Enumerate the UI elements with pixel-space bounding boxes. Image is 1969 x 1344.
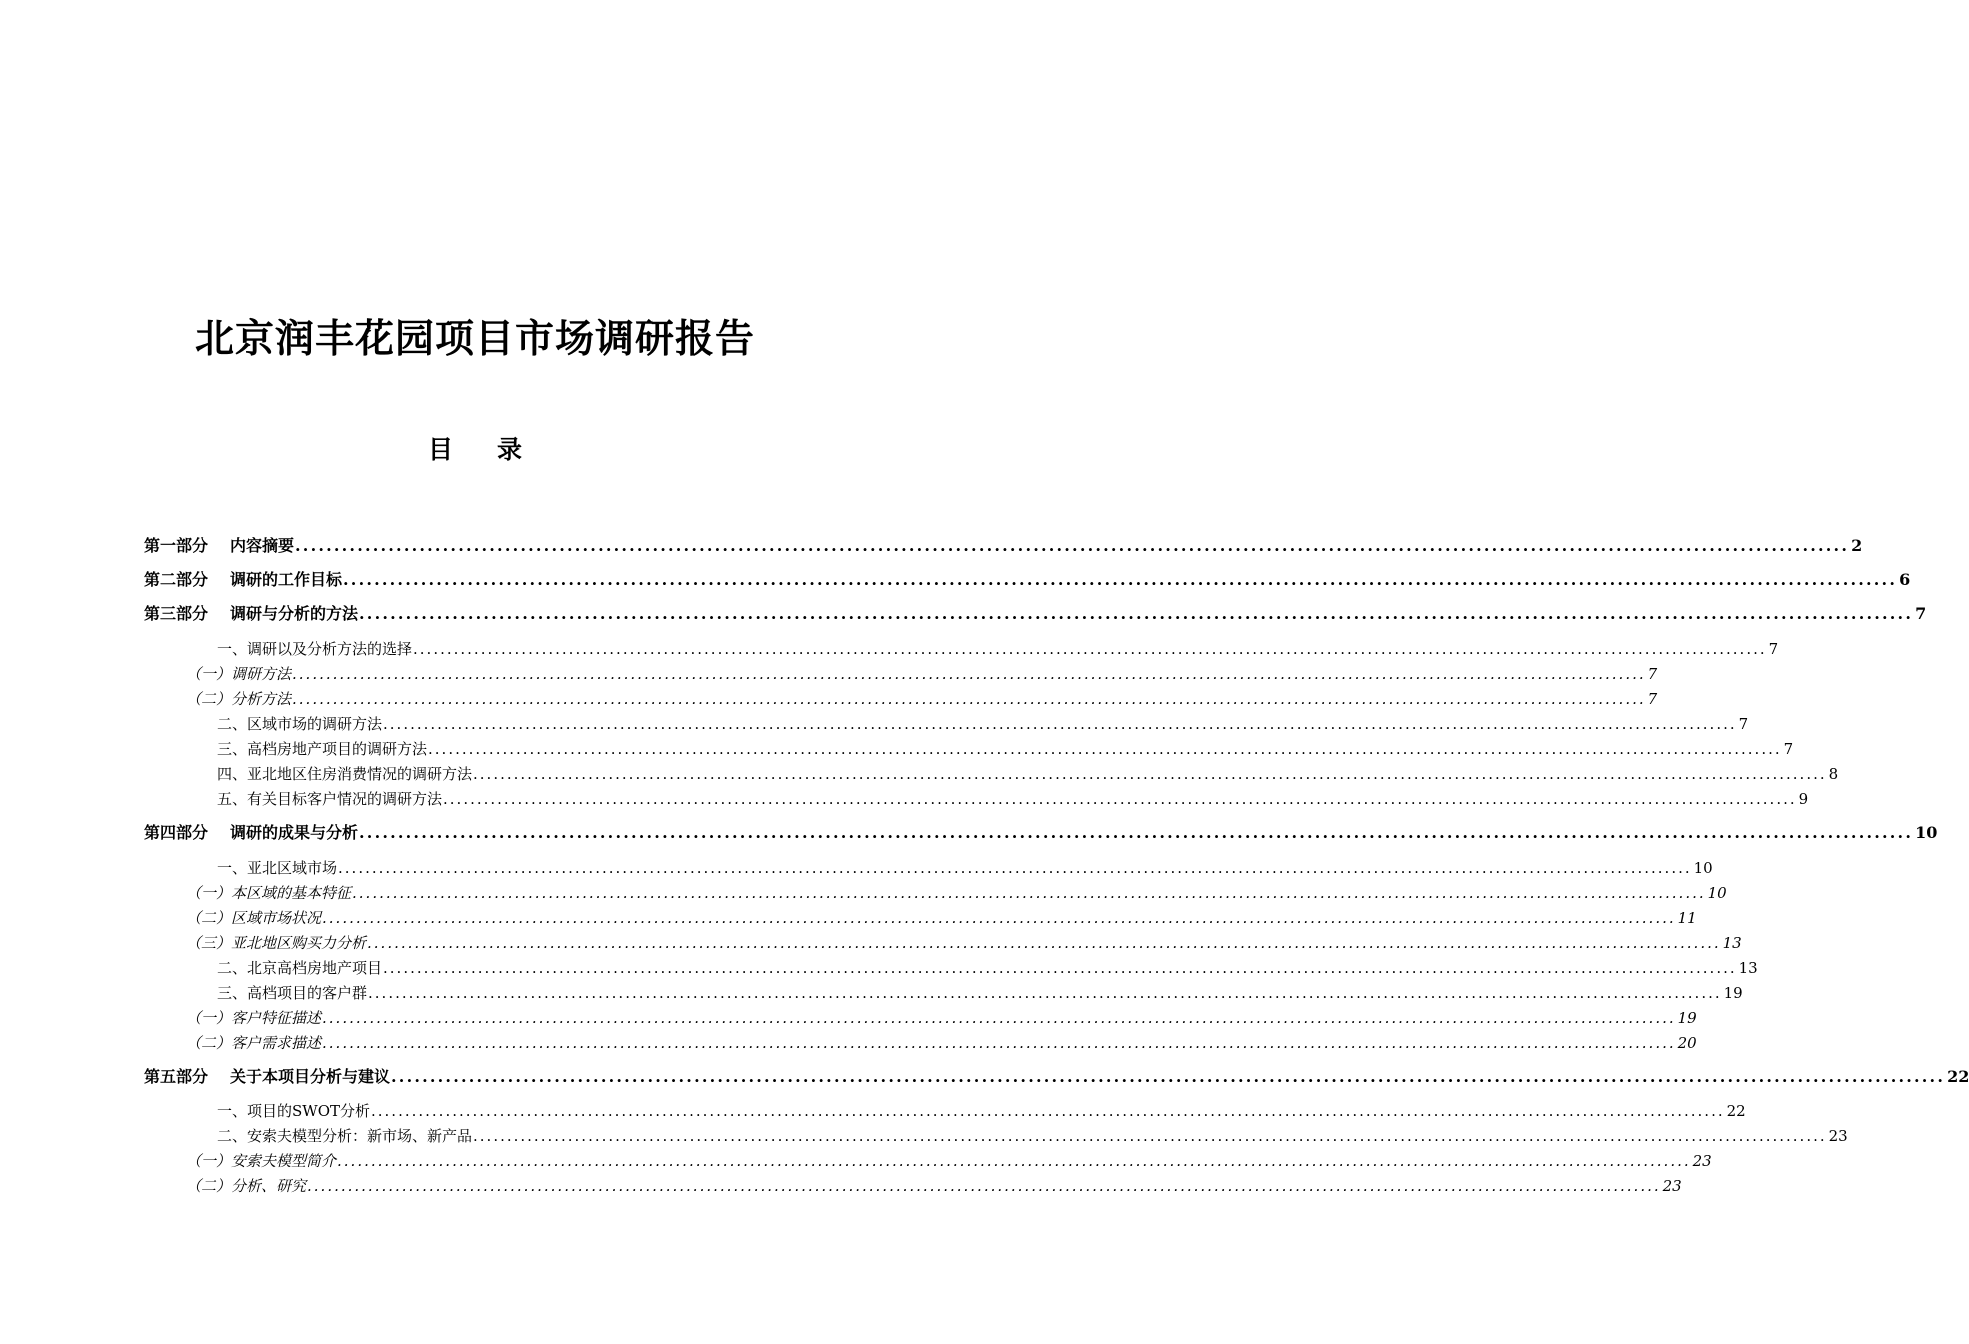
toc-entry[interactable]	[186, 662, 1658, 686]
toc-page-number: 9	[1798, 790, 1809, 808]
toc-leader-dots: ........................................................................................................................................................................................................	[428, 740, 1782, 758]
toc-leader-dots: ........................................................................................................................................................................................................	[443, 790, 1797, 808]
toc-page-number: 7	[1647, 665, 1658, 683]
toc-entry[interactable]	[144, 602, 1927, 626]
toc-entry[interactable]	[217, 637, 1779, 661]
toc-part-number: 第二部分	[144, 570, 209, 589]
toc-page-number: 8	[1828, 765, 1839, 783]
toc-leader-dots: ........................................................................................................................................................................................................	[368, 984, 1722, 1002]
toc-leader-dots: ........................................................................................................................................................................................................	[359, 604, 1914, 623]
toc-entry[interactable]	[186, 1031, 1697, 1055]
toc-page-number: 19	[1677, 1009, 1697, 1027]
toc-entry[interactable]	[186, 687, 1658, 711]
toc-heading-left: 目	[427, 435, 453, 464]
toc-entry-label	[144, 821, 358, 845]
toc-page-number: 19	[1723, 984, 1743, 1002]
toc-leader-dots: ........................................................................................................................................................................................................	[343, 570, 1898, 589]
toc-page-number: 7	[1915, 604, 1927, 623]
toc-entry-label: （一）调研方法	[186, 665, 292, 683]
toc-leader-dots: ........................................................................................................................................................................................................	[295, 536, 1850, 555]
toc-entry-label: （二）分析方法	[186, 690, 292, 708]
toc-entry-label: 四、亚北地区住房消费情况的调研方法	[217, 765, 473, 783]
toc-entry[interactable]	[186, 1149, 1712, 1173]
toc-page-number: 10	[1693, 859, 1713, 877]
toc-part-number: 第四部分	[144, 823, 209, 842]
toc-entry-label: （二）客户需求描述	[186, 1034, 322, 1052]
toc-leader-dots: ........................................................................................................................................................................................................	[322, 909, 1676, 927]
toc-entry[interactable]	[186, 1174, 1682, 1198]
toc-entry-label	[144, 534, 294, 558]
toc-page-number: 23	[1692, 1152, 1712, 1170]
toc-part-number: 第五部分	[144, 1067, 209, 1086]
toc-entry[interactable]	[217, 856, 1713, 880]
toc-page-number: 13	[1722, 934, 1742, 952]
toc-page-number: 22	[1947, 1067, 1969, 1086]
toc-page-number: 6	[1899, 570, 1911, 589]
toc-entry-label: （二）区域市场状况	[186, 909, 322, 927]
toc-entry-label: 三、高档项目的客户群	[217, 984, 368, 1002]
toc-leader-dots: ........................................................................................................................................................................................................	[337, 1152, 1691, 1170]
toc-leader-dots: ........................................................................................................................................................................................................	[383, 715, 1737, 733]
toc-entry[interactable]	[144, 1065, 1969, 1089]
toc-entry[interactable]	[217, 762, 1839, 786]
toc-leader-dots: ........................................................................................................................................................................................................	[371, 1102, 1725, 1120]
toc-entry[interactable]	[144, 568, 1911, 592]
toc-entry-label	[144, 602, 358, 626]
toc-page-number: 13	[1738, 959, 1758, 977]
toc-entry-label: 二、安索夫模型分析：新市场、新产品	[217, 1127, 473, 1145]
toc-entry[interactable]	[217, 981, 1743, 1005]
toc-part-title: 关于本项目分析与建议	[230, 1067, 391, 1086]
toc-page-number: 23	[1828, 1127, 1848, 1145]
toc-entry[interactable]	[217, 1124, 1848, 1148]
toc-entry[interactable]	[217, 787, 1809, 811]
toc-page-number: 20	[1677, 1034, 1697, 1052]
toc-entry-label: 一、亚北区域市场	[217, 859, 338, 877]
toc-entry-label: （一）安索夫模型简介	[186, 1152, 337, 1170]
toc-part-number: 第三部分	[144, 604, 209, 623]
toc-entry-label: 三、高档房地产项目的调研方法	[217, 740, 428, 758]
toc-leader-dots: ........................................................................................................................................................................................................	[383, 959, 1737, 977]
toc-leader-dots: ........................................................................................................................................................................................................	[292, 690, 1646, 708]
toc-page-number: 7	[1783, 740, 1794, 758]
toc-leader-dots: ........................................................................................................................................................................................................	[391, 1067, 1946, 1086]
toc-entry[interactable]	[186, 906, 1697, 930]
toc-entry-label	[144, 568, 342, 592]
toc-entry[interactable]	[186, 881, 1727, 905]
toc-page-number: 22	[1726, 1102, 1746, 1120]
toc-part-title: 调研的工作目标	[230, 570, 343, 589]
toc-leader-dots: ........................................................................................................................................................................................................	[473, 765, 1827, 783]
toc-leader-dots: ........................................................................................................................................................................................................	[473, 1127, 1827, 1145]
toc-page-number: 23	[1662, 1177, 1682, 1195]
toc-entry[interactable]	[186, 931, 1742, 955]
toc-entry-label: 五、有关目标客户情况的调研方法	[217, 790, 443, 808]
toc-page-number: 7	[1647, 690, 1658, 708]
toc-heading-right: 录	[497, 435, 523, 464]
toc-entry-label: （二）分析、研究	[186, 1177, 307, 1195]
toc-entry-label	[144, 1065, 390, 1089]
toc-entry-label: 二、北京高档房地产项目	[217, 959, 383, 977]
toc-entry-label: 二、区域市场的调研方法	[217, 715, 383, 733]
toc-entry[interactable]	[217, 956, 1758, 980]
toc-entry-label: 一、调研以及分析方法的选择	[217, 640, 413, 658]
document-title: 北京润丰花园项目市场调研报告	[194, 317, 755, 362]
toc-leader-dots: ........................................................................................................................................................................................................	[307, 1177, 1661, 1195]
toc-entry-label: （三）亚北地区购买力分析	[186, 934, 367, 952]
toc-entry[interactable]	[217, 737, 1794, 761]
toc-part-title: 调研的成果与分析	[230, 823, 359, 842]
toc-entry[interactable]	[217, 1099, 1746, 1123]
toc-entry[interactable]	[186, 1006, 1697, 1030]
toc-entry[interactable]	[144, 534, 1863, 558]
toc-part-title: 调研与分析的方法	[230, 604, 359, 623]
toc-part-title: 内容摘要	[230, 536, 295, 555]
toc-page-number: 7	[1738, 715, 1749, 733]
toc-entry-label: 一、项目的SWOT分析	[217, 1102, 370, 1120]
toc-leader-dots: ........................................................................................................................................................................................................	[352, 884, 1706, 902]
toc-entry-label: （一）本区域的基本特征	[186, 884, 352, 902]
toc-entry[interactable]	[217, 712, 1749, 736]
toc-leader-dots: ........................................................................................................................................................................................................	[292, 665, 1646, 683]
toc-page-number: 7	[1768, 640, 1779, 658]
toc-page-number: 11	[1677, 909, 1697, 927]
toc-page-number: 10	[1915, 823, 1938, 842]
toc-page-number: 2	[1851, 536, 1863, 555]
toc-leader-dots: ........................................................................................................................................................................................................	[338, 859, 1692, 877]
toc-part-number: 第一部分	[144, 536, 209, 555]
toc-entry[interactable]	[144, 821, 1938, 845]
toc-entry-label: （一）客户特征描述	[186, 1009, 322, 1027]
toc-leader-dots: ........................................................................................................................................................................................................	[367, 934, 1721, 952]
toc-leader-dots: ........................................................................................................................................................................................................	[322, 1009, 1676, 1027]
toc-leader-dots: ........................................................................................................................................................................................................	[322, 1034, 1676, 1052]
toc-page-number: 10	[1707, 884, 1727, 902]
toc-leader-dots: ........................................................................................................................................................................................................	[359, 823, 1914, 842]
toc-leader-dots: ........................................................................................................................................................................................................	[413, 640, 1767, 658]
